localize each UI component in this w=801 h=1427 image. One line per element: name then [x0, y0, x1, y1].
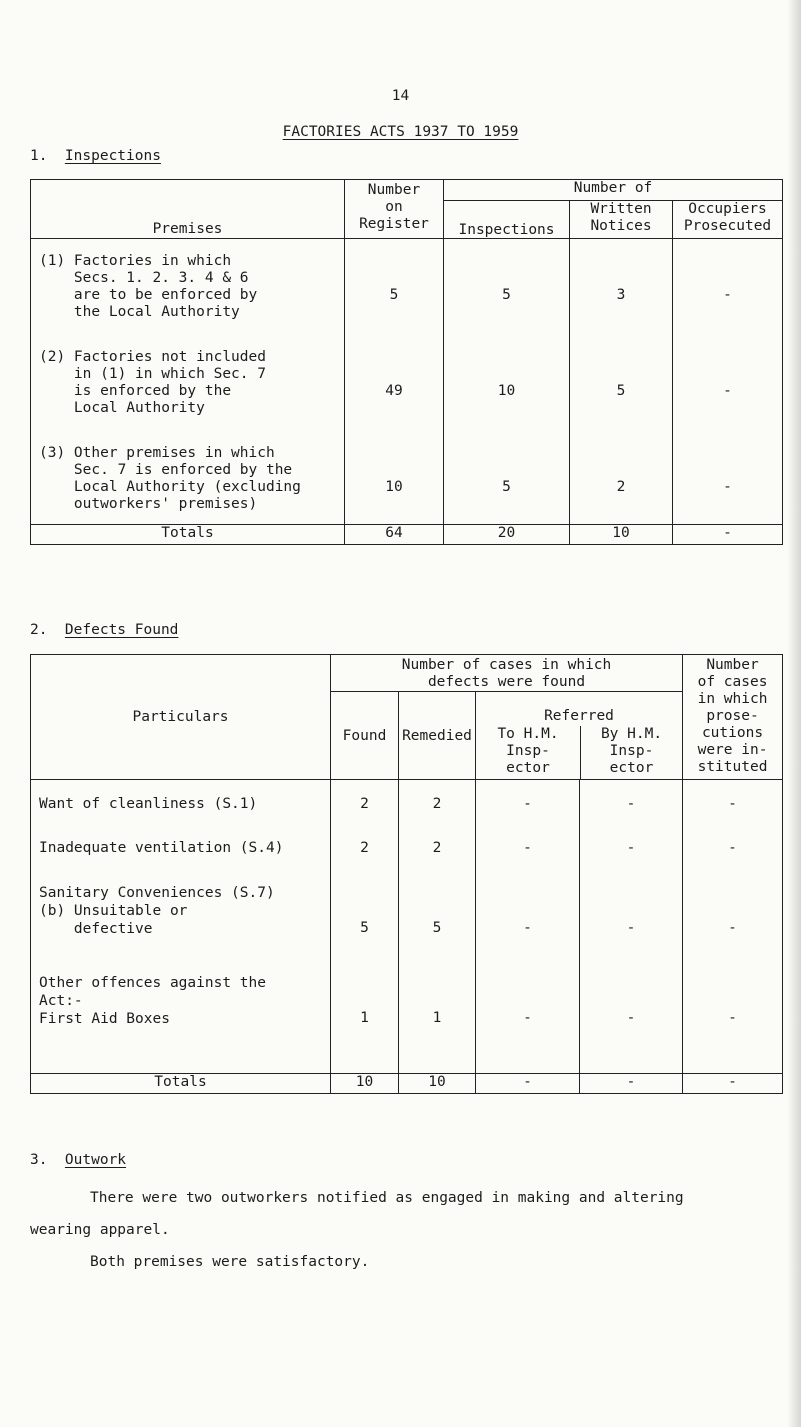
- outwork-paragraph-line1: There were two outworkers notified as engaged in making and altering: [90, 1190, 684, 1206]
- remedied-value-3: 5: [432, 920, 442, 936]
- premises-3-line3: Local Authority (excluding: [39, 479, 301, 495]
- prosecutions-value-2: -: [728, 840, 737, 856]
- defects-totals-remedied: 10: [399, 1074, 476, 1094]
- header-written-line2: Notices: [590, 218, 652, 234]
- header-found: [331, 692, 399, 780]
- particulars-3-line2: (b) Unsuitable or: [39, 903, 188, 919]
- header-particulars: [31, 655, 331, 780]
- to-hm-value-4: -: [523, 1010, 532, 1026]
- header-occupiers-line2: Prosecuted: [683, 218, 772, 234]
- totals-register: 64: [345, 525, 444, 545]
- header-prosecutions-line4: prose-: [706, 708, 759, 724]
- page-number: 14: [391, 88, 410, 104]
- premises-2-line1: (2) Factories not included: [39, 349, 266, 365]
- header-prosecutions-line5: cutions: [701, 725, 764, 741]
- totals-inspections: 20: [444, 525, 570, 545]
- header-register-line3: Register: [359, 216, 429, 232]
- section-heading-text: 2. Defects Found: [30, 622, 179, 638]
- defects-totals-to-hm: -: [476, 1074, 580, 1094]
- particulars-row-3: [39, 884, 275, 938]
- header-cases-line1: Number of cases in which: [401, 657, 612, 673]
- header-prosecutions-line1: Number: [706, 657, 759, 673]
- written-value-3: 2: [616, 479, 626, 495]
- inspections-column: [444, 239, 570, 525]
- header-prosecutions-line7: stituted: [697, 759, 768, 775]
- page-title: FACTORIES ACTS 1937 TO 1959: [282, 124, 519, 140]
- defects-totals-label: Totals: [31, 1074, 331, 1094]
- header-remedied: [399, 692, 476, 780]
- totals-label: Totals: [31, 525, 345, 545]
- premises-1-line4: the Local Authority: [39, 304, 240, 320]
- found-value-4: 1: [360, 1010, 369, 1026]
- premises-3-line2: Sec. 7 is enforced by the: [39, 462, 293, 478]
- header-particulars-text: Particulars: [132, 709, 229, 725]
- particulars-4-line1: Other offences against the: [39, 975, 266, 991]
- header-inspections-text: Inspections: [458, 222, 555, 238]
- remedied-value-4: 1: [432, 1010, 442, 1026]
- header-cases: [331, 655, 683, 692]
- premises-row-1: [39, 253, 257, 321]
- premises-2-line3: is enforced by the: [39, 383, 232, 399]
- header-prosecutions-line2: of cases: [697, 674, 768, 690]
- written-column: [570, 239, 673, 525]
- header-to-hm-line1: To H.M.: [497, 726, 559, 742]
- to-hm-value-2: -: [523, 840, 532, 856]
- by-hm-column: [580, 780, 683, 1074]
- prosecutions-value-4: -: [728, 1010, 737, 1026]
- premises-row-3: [39, 445, 301, 513]
- header-by-hm-line3: ector: [609, 760, 654, 776]
- by-hm-value-1: -: [626, 796, 636, 812]
- prosecuted-value-2: -: [723, 383, 732, 399]
- defects-totals-found: 10: [331, 1074, 399, 1094]
- header-written-line1: Written: [590, 201, 652, 217]
- written-value-2: 5: [616, 383, 626, 399]
- prosecuted-column: [673, 239, 783, 525]
- remedied-value-2: 2: [432, 840, 442, 856]
- particulars-row-2: [39, 840, 283, 857]
- particulars-3-line3: defective: [39, 921, 153, 937]
- particulars-row-4: [39, 974, 266, 1028]
- particulars-3-line1: Sanitary Conveniences (S.7): [39, 885, 275, 901]
- defects-table: [30, 654, 783, 1094]
- inspections-value-2: 10: [497, 383, 516, 399]
- prosecuted-value-1: -: [723, 287, 732, 303]
- section-heading-outwork: [30, 1152, 126, 1168]
- defects-totals-by-hm: -: [580, 1074, 683, 1094]
- header-written-notices: [570, 201, 673, 239]
- header-to-hm-line2: Insp-: [506, 743, 550, 759]
- premises-1-line2: Secs. 1. 2. 3. 4 & 6: [39, 270, 249, 286]
- header-prosecutions-line3: in which: [697, 691, 768, 707]
- header-prosecutions: [683, 655, 783, 780]
- inspections-table: [30, 179, 783, 545]
- header-referred-text: Referred: [544, 708, 614, 724]
- particulars-4-line3: First Aid Boxes: [39, 1011, 170, 1027]
- by-hm-value-2: -: [626, 840, 636, 856]
- header-register-line2: on: [385, 199, 403, 215]
- header-premises: [31, 180, 345, 239]
- header-occupiers-prosecuted: [673, 201, 783, 239]
- found-column: [331, 780, 399, 1074]
- header-register-line1: Number: [367, 182, 421, 198]
- register-value-2: 49: [385, 383, 403, 399]
- found-value-2: 2: [360, 840, 369, 856]
- remedied-value-1: 2: [432, 796, 442, 812]
- section-heading-defects: [30, 622, 178, 638]
- header-by-hm: [580, 726, 683, 777]
- written-value-1: 3: [616, 287, 626, 303]
- header-number-of: [444, 180, 783, 201]
- register-value-1: 5: [389, 287, 399, 303]
- header-prosecutions-line6: were in-: [697, 742, 768, 758]
- register-column: [345, 239, 444, 525]
- prosecutions-column: [683, 780, 783, 1074]
- page-edge-shadow: [787, 0, 801, 1427]
- premises-column: [31, 239, 345, 525]
- outwork-paragraph-line2: wearing apparel.: [30, 1222, 170, 1238]
- header-to-hm: [476, 726, 580, 777]
- found-value-3: 5: [360, 920, 369, 936]
- header-number-of-text: Number of: [573, 180, 653, 196]
- section-heading-text: 1. Inspections: [30, 148, 161, 164]
- premises-2-line4: Local Authority: [39, 400, 205, 416]
- section-heading-text: 3. Outwork: [30, 1152, 127, 1168]
- by-hm-value-4: -: [626, 1010, 636, 1026]
- premises-3-line1: (3) Other premises in which: [39, 445, 275, 461]
- particulars-4-line2: Act:-: [39, 993, 83, 1009]
- prosecutions-value-1: -: [728, 796, 737, 812]
- premises-2-line2: in (1) in which Sec. 7: [39, 366, 266, 382]
- particulars-column: [31, 780, 331, 1074]
- remedied-column: [399, 780, 476, 1074]
- particulars-1-line1: Want of cleanliness (S.1): [39, 796, 258, 812]
- section-heading-inspections: [30, 148, 161, 164]
- totals-written: 10: [570, 525, 673, 545]
- outwork-paragraph-2: Both premises were satisfactory.: [90, 1254, 370, 1270]
- header-cases-line2: defects were found: [427, 674, 586, 690]
- premises-1-line3: are to be enforced by: [39, 287, 258, 303]
- premises-row-2: [39, 349, 266, 417]
- premises-3-line4: outworkers' premises): [39, 496, 258, 512]
- to-hm-value-3: -: [523, 920, 532, 936]
- header-premises-text: Premises: [152, 221, 223, 237]
- header-found-text: Found: [342, 727, 387, 744]
- totals-prosecuted: -: [673, 525, 783, 545]
- inspections-value-3: 5: [502, 479, 511, 495]
- header-remedied-text: Remedied: [402, 727, 472, 744]
- header-to-hm-line3: ector: [506, 760, 550, 776]
- premises-1-line1: (1) Factories in which: [39, 253, 232, 269]
- particulars-row-1: [39, 796, 257, 813]
- inspections-value-1: 5: [502, 287, 511, 303]
- defects-totals-prosecutions: -: [683, 1074, 783, 1094]
- header-inspections: [444, 201, 570, 239]
- to-hm-value-1: -: [523, 796, 532, 812]
- by-hm-value-3: -: [626, 920, 636, 936]
- to-hm-column: [476, 780, 580, 1074]
- prosecuted-value-3: -: [723, 479, 732, 495]
- header-referred: [476, 692, 683, 780]
- particulars-2-line1: Inadequate ventilation (S.4): [39, 840, 284, 856]
- prosecutions-value-3: -: [728, 920, 737, 936]
- found-value-1: 2: [360, 796, 369, 812]
- header-number-on-register: [345, 180, 444, 239]
- header-occupiers-line1: Occupiers: [688, 201, 767, 217]
- header-by-hm-line1: By H.M.: [600, 726, 663, 742]
- header-by-hm-line2: Insp-: [609, 743, 654, 759]
- register-value-3: 10: [385, 479, 403, 495]
